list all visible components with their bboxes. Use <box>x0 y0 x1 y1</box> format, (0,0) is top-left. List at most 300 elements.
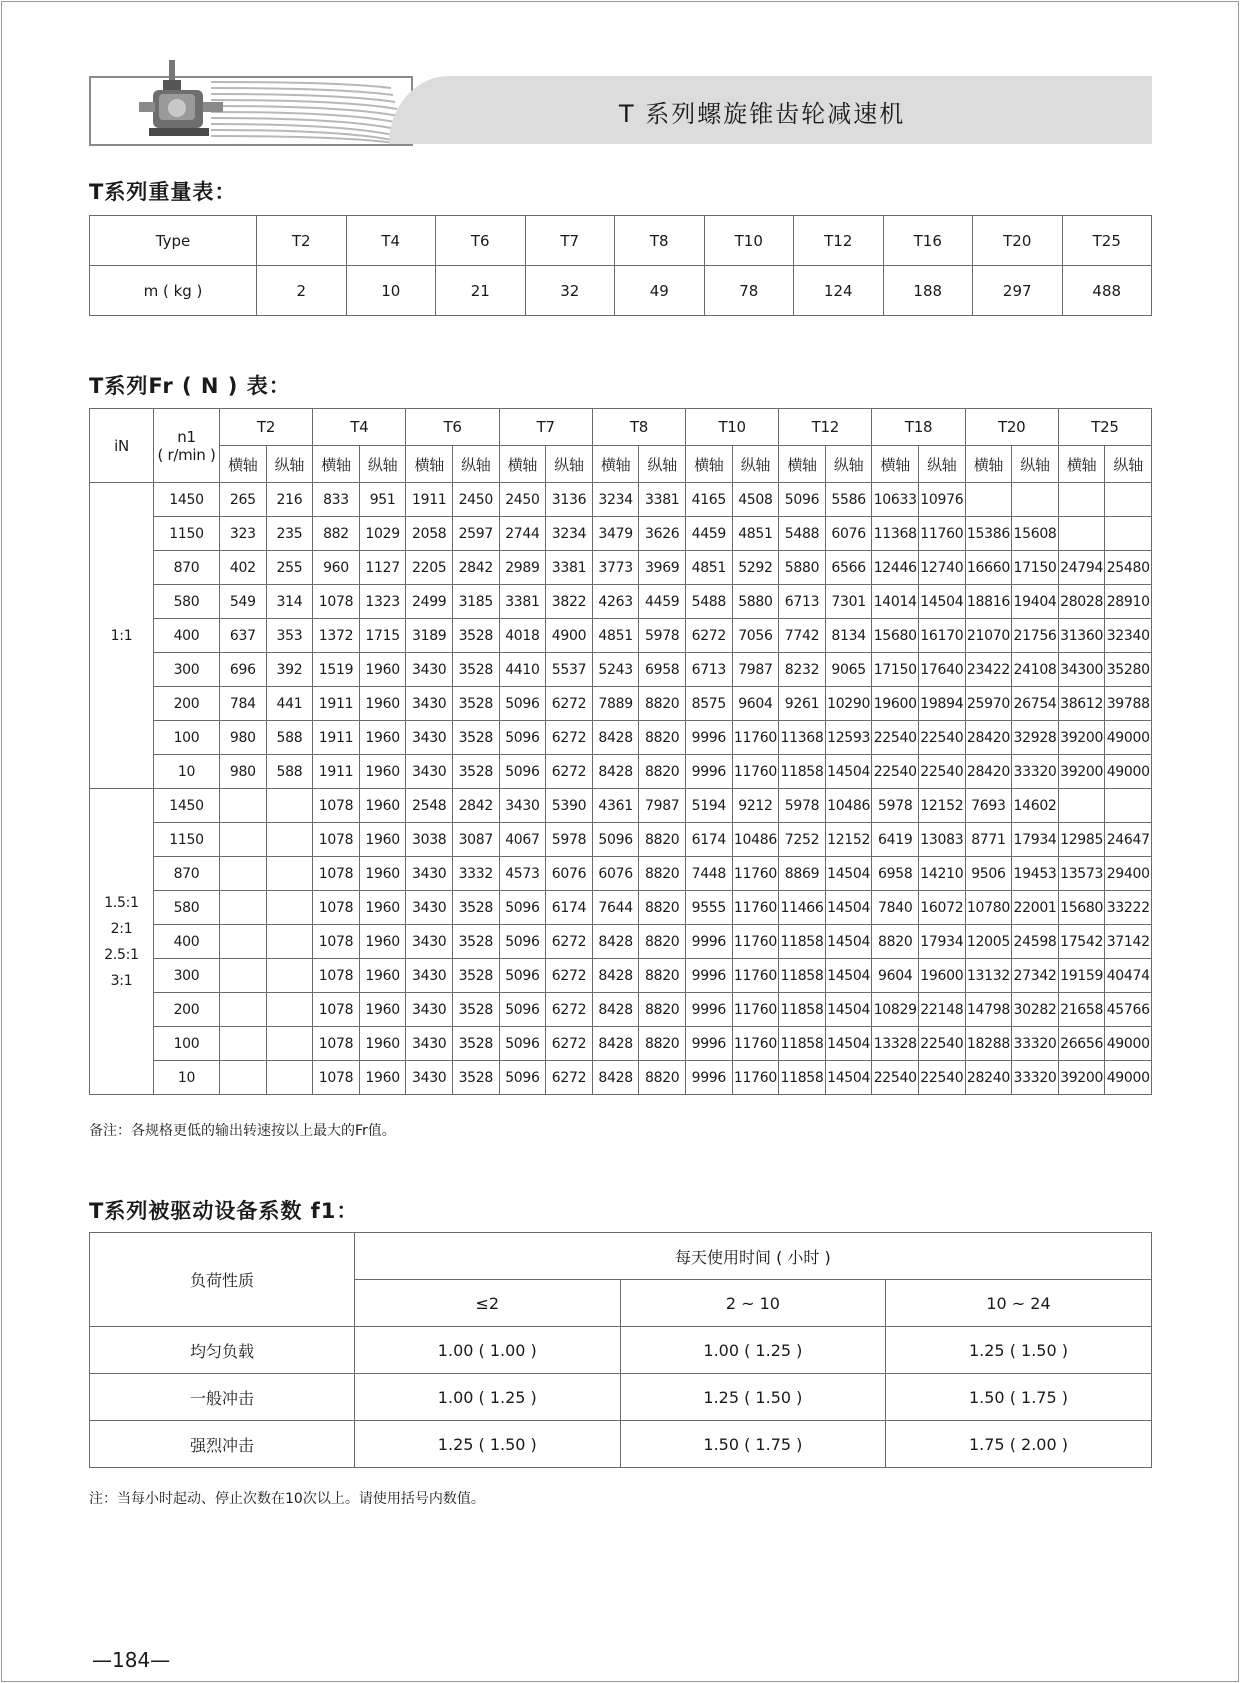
fr-value: 4361 <box>592 789 639 823</box>
in-header: iN <box>90 409 154 483</box>
fr-value: 11760 <box>732 891 779 925</box>
fr-value: 235 <box>266 517 313 551</box>
fr-value: 16170 <box>919 619 966 653</box>
fr-value <box>266 857 313 891</box>
fr-row <box>90 925 1152 959</box>
fr-type: T20 <box>965 409 1058 446</box>
fr-value: 7644 <box>592 891 639 925</box>
fr-value: 34300 <box>1058 653 1105 687</box>
fr-value: 8428 <box>592 959 639 993</box>
fr-value: 6272 <box>546 721 593 755</box>
fr-value: 5390 <box>546 789 593 823</box>
fr-value: 32340 <box>1105 619 1152 653</box>
vertical-axis-header: 纵轴 <box>732 446 779 483</box>
weight-type: T2 <box>257 216 347 266</box>
fr-value: 9212 <box>732 789 779 823</box>
horizontal-axis-header: 横轴 <box>779 446 826 483</box>
fr-value: 8820 <box>639 1027 686 1061</box>
fr-value: 441 <box>266 687 313 721</box>
fr-value: 4459 <box>639 585 686 619</box>
fr-value: 17934 <box>919 925 966 959</box>
fr-value: 14504 <box>825 857 872 891</box>
fr-value: 3381 <box>639 483 686 517</box>
fr-value: 4410 <box>499 653 546 687</box>
fr-value: 6272 <box>546 687 593 721</box>
f1-value: 1.25 ( 1.50 ) <box>886 1327 1152 1374</box>
fr-row <box>90 483 1152 517</box>
fr-value: 14504 <box>825 1027 872 1061</box>
fr-value <box>266 789 313 823</box>
fr-value: 1323 <box>359 585 406 619</box>
fr-row <box>90 687 1152 721</box>
fr-table <box>89 408 1152 1095</box>
weight-type: T6 <box>436 216 526 266</box>
fr-value: 6958 <box>639 653 686 687</box>
fr-value: 5096 <box>779 483 826 517</box>
fr-value: 5586 <box>825 483 872 517</box>
vertical-axis-header: 纵轴 <box>919 446 966 483</box>
fr-value: 8820 <box>639 1061 686 1095</box>
fr-value: 22540 <box>872 721 919 755</box>
fr-value: 6272 <box>546 755 593 789</box>
fr-value: 19894 <box>919 687 966 721</box>
fr-value: 1029 <box>359 517 406 551</box>
fr-value: 9996 <box>686 993 733 1027</box>
n1-cell: 100 <box>154 721 220 755</box>
fr-value: 3479 <box>592 517 639 551</box>
fr-value: 6713 <box>686 653 733 687</box>
fr-value <box>1105 517 1152 551</box>
header-banner <box>89 76 1152 144</box>
fr-value: 6566 <box>825 551 872 585</box>
fr-value: 5978 <box>639 619 686 653</box>
fr-value: 1960 <box>359 653 406 687</box>
n1-cell: 200 <box>154 687 220 721</box>
fr-value: 7448 <box>686 857 733 891</box>
fr-value: 22540 <box>919 721 966 755</box>
fr-value: 1078 <box>313 959 360 993</box>
fr-value: 5096 <box>499 993 546 1027</box>
fr-value: 28910 <box>1105 585 1152 619</box>
fr-value: 12446 <box>872 551 919 585</box>
fr-value: 1078 <box>313 1027 360 1061</box>
fr-type: T8 <box>592 409 685 446</box>
n1-cell: 200 <box>154 993 220 1027</box>
fr-row <box>90 823 1152 857</box>
fr-value: 4851 <box>592 619 639 653</box>
fr-value: 3528 <box>453 1061 500 1095</box>
mass-label: m ( kg ) <box>90 266 257 316</box>
fr-value: 4263 <box>592 585 639 619</box>
fr-body <box>90 483 1152 1095</box>
fr-header-row <box>90 409 1152 446</box>
fr-value: 255 <box>266 551 313 585</box>
fr-value: 3822 <box>546 585 593 619</box>
fr-value: 3430 <box>406 959 453 993</box>
load-label: 负荷性质 <box>90 1233 355 1327</box>
fr-value: 3430 <box>499 789 546 823</box>
fr-value: 3430 <box>406 993 453 1027</box>
fr-value: 22540 <box>872 1061 919 1095</box>
fr-value: 11760 <box>732 959 779 993</box>
fr-value <box>220 857 267 891</box>
fr-value: 33320 <box>1012 1027 1059 1061</box>
header-left-box <box>89 76 413 146</box>
weight-mass: 124 <box>794 266 884 316</box>
fr-value: 13328 <box>872 1027 919 1061</box>
horizontal-axis-header: 横轴 <box>872 446 919 483</box>
fr-value: 1960 <box>359 721 406 755</box>
fr-value: 24598 <box>1012 925 1059 959</box>
fr-value: 392 <box>266 653 313 687</box>
fr-value: 22540 <box>919 1027 966 1061</box>
fr-value: 33222 <box>1105 891 1152 925</box>
fr-value: 3528 <box>453 653 500 687</box>
fr-type: T2 <box>220 409 313 446</box>
fr-value: 8820 <box>872 925 919 959</box>
fr-value: 3430 <box>406 755 453 789</box>
fr-value: 2499 <box>406 585 453 619</box>
fr-value: 14602 <box>1012 789 1059 823</box>
fr-value: 3430 <box>406 721 453 755</box>
fr-value: 3528 <box>453 993 500 1027</box>
fr-row <box>90 585 1152 619</box>
fr-value <box>220 993 267 1027</box>
fr-value: 1078 <box>313 823 360 857</box>
fr-value <box>266 1027 313 1061</box>
fr-type: T4 <box>313 409 406 446</box>
fr-value: 5880 <box>732 585 779 619</box>
fr-value: 323 <box>220 517 267 551</box>
fr-value: 7742 <box>779 619 826 653</box>
fr-value: 1127 <box>359 551 406 585</box>
fr-value: 11858 <box>779 993 826 1027</box>
weight-type: T16 <box>883 216 973 266</box>
fr-value <box>266 925 313 959</box>
fr-value: 40474 <box>1105 959 1152 993</box>
fr-value: 14014 <box>872 585 919 619</box>
fr-value: 10976 <box>919 483 966 517</box>
f1-header-row <box>90 1233 1152 1280</box>
fr-value <box>1058 789 1105 823</box>
fr-value: 980 <box>220 755 267 789</box>
fr-value: 1960 <box>359 857 406 891</box>
fr-value: 1519 <box>313 653 360 687</box>
ratio-label: 2.5:1 <box>104 946 139 963</box>
fr-value: 14504 <box>825 755 872 789</box>
fr-value: 29400 <box>1105 857 1152 891</box>
fr-value: 14504 <box>919 585 966 619</box>
n1-cell: 300 <box>154 959 220 993</box>
fr-value: 12593 <box>825 721 872 755</box>
fr-value: 13573 <box>1058 857 1105 891</box>
fr-value: 11760 <box>919 517 966 551</box>
fr-value: 3969 <box>639 551 686 585</box>
fr-value: 3136 <box>546 483 593 517</box>
fr-row <box>90 993 1152 1027</box>
fr-value: 17640 <box>919 653 966 687</box>
fr-value: 11760 <box>732 1027 779 1061</box>
weight-mass: 2 <box>257 266 347 316</box>
n1-cell: 400 <box>154 619 220 653</box>
fr-value: 37142 <box>1105 925 1152 959</box>
n1-cell: 870 <box>154 551 220 585</box>
fr-value: 11858 <box>779 755 826 789</box>
fr-value: 353 <box>266 619 313 653</box>
fr-value: 3430 <box>406 687 453 721</box>
fr-value: 1911 <box>313 687 360 721</box>
fr-value: 5096 <box>499 687 546 721</box>
fr-value: 2205 <box>406 551 453 585</box>
weight-type: T7 <box>525 216 615 266</box>
ratio-label: 2:1 <box>110 920 133 937</box>
fr-value: 11368 <box>872 517 919 551</box>
fr-value: 6174 <box>686 823 733 857</box>
fr-value: 882 <box>313 517 360 551</box>
fr-value: 6419 <box>872 823 919 857</box>
fr-value: 980 <box>220 721 267 755</box>
fr-value: 3234 <box>546 517 593 551</box>
fr-value: 2548 <box>406 789 453 823</box>
n1-cell: 580 <box>154 891 220 925</box>
fr-value: 7693 <box>965 789 1012 823</box>
fr-value: 9065 <box>825 653 872 687</box>
fr-value: 6076 <box>592 857 639 891</box>
fr-value: 8820 <box>639 823 686 857</box>
fr-value: 10486 <box>732 823 779 857</box>
fr-row <box>90 857 1152 891</box>
fr-value: 5880 <box>779 551 826 585</box>
fr-value: 1960 <box>359 789 406 823</box>
vertical-axis-header: 纵轴 <box>639 446 686 483</box>
fr-type: T25 <box>1058 409 1151 446</box>
fr-value: 39200 <box>1058 1061 1105 1095</box>
horizontal-axis-header: 横轴 <box>1058 446 1105 483</box>
fr-value: 15386 <box>965 517 1012 551</box>
fr-type: T12 <box>779 409 872 446</box>
fr-value: 1960 <box>359 959 406 993</box>
fr-value: 8134 <box>825 619 872 653</box>
fr-value: 10633 <box>872 483 919 517</box>
fr-value: 5096 <box>592 823 639 857</box>
fr-value: 2744 <box>499 517 546 551</box>
fr-value: 39200 <box>1058 721 1105 755</box>
f1-row-label: 一般冲击 <box>90 1374 355 1421</box>
fr-value: 8820 <box>639 993 686 1027</box>
fr-value: 24108 <box>1012 653 1059 687</box>
fr-value <box>220 789 267 823</box>
f1-value: 1.00 ( 1.25 ) <box>355 1374 621 1421</box>
fr-value: 1960 <box>359 755 406 789</box>
fr-value: 1960 <box>359 993 406 1027</box>
fr-value: 9996 <box>686 755 733 789</box>
fr-value <box>1012 483 1059 517</box>
fr-type: T18 <box>872 409 965 446</box>
fr-value: 10290 <box>825 687 872 721</box>
n1-cell: 1450 <box>154 789 220 823</box>
fr-value: 265 <box>220 483 267 517</box>
horizontal-axis-header: 横轴 <box>499 446 546 483</box>
fr-value: 3528 <box>453 1027 500 1061</box>
fr-value: 14798 <box>965 993 1012 1027</box>
fr-value: 7987 <box>639 789 686 823</box>
fr-value: 11858 <box>779 925 826 959</box>
fr-value: 5096 <box>499 1027 546 1061</box>
fr-value: 22540 <box>872 755 919 789</box>
weight-mass: 10 <box>346 266 436 316</box>
fr-value: 5096 <box>499 721 546 755</box>
fr-value: 12152 <box>919 789 966 823</box>
ratio-cell <box>90 789 154 1095</box>
fr-value <box>266 1061 313 1095</box>
fr-value: 5978 <box>779 789 826 823</box>
fr-value: 4067 <box>499 823 546 857</box>
fr-value: 1960 <box>359 1027 406 1061</box>
fr-value: 3430 <box>406 857 453 891</box>
fr-value: 14504 <box>825 925 872 959</box>
fr-value: 4573 <box>499 857 546 891</box>
fr-value <box>266 993 313 1027</box>
fr-value: 23422 <box>965 653 1012 687</box>
fr-value: 8428 <box>592 925 639 959</box>
fr-value: 8428 <box>592 721 639 755</box>
fr-value: 9261 <box>779 687 826 721</box>
hours-col: 10 ~ 24 <box>886 1280 1152 1327</box>
vertical-axis-header: 纵轴 <box>266 446 313 483</box>
n1-cell: 1450 <box>154 483 220 517</box>
f1-value: 1.00 ( 1.25 ) <box>620 1327 886 1374</box>
weight-mass: 297 <box>973 266 1063 316</box>
fr-value: 3185 <box>453 585 500 619</box>
f1-value: 1.75 ( 2.00 ) <box>886 1421 1152 1468</box>
fr-value: 1078 <box>313 789 360 823</box>
weight-type: T8 <box>615 216 705 266</box>
fr-section-title: T系列Fr ( N ) 表： <box>89 374 291 398</box>
fr-value: 5096 <box>499 959 546 993</box>
n1-cell: 580 <box>154 585 220 619</box>
fr-value: 951 <box>359 483 406 517</box>
fr-value: 28028 <box>1058 585 1105 619</box>
vertical-axis-header: 纵轴 <box>359 446 406 483</box>
fr-value: 9996 <box>686 959 733 993</box>
fr-value: 33320 <box>1012 1061 1059 1095</box>
fr-value <box>266 959 313 993</box>
fr-value: 8820 <box>639 687 686 721</box>
ratio-label: 1.5:1 <box>104 894 139 911</box>
fr-row <box>90 1061 1152 1095</box>
fr-value <box>220 925 267 959</box>
fr-value: 3430 <box>406 1061 453 1095</box>
fr-value: 14504 <box>825 993 872 1027</box>
fr-value: 19600 <box>872 687 919 721</box>
hours-col: ≤2 <box>355 1280 621 1327</box>
weight-type: T10 <box>704 216 794 266</box>
fr-value <box>266 891 313 925</box>
fr-value: 33320 <box>1012 755 1059 789</box>
weight-mass: 21 <box>436 266 526 316</box>
n1-cell: 870 <box>154 857 220 891</box>
fr-value: 6713 <box>779 585 826 619</box>
fr-value: 7840 <box>872 891 919 925</box>
ratio-label: 3:1 <box>110 972 133 989</box>
f1-value: 1.25 ( 1.50 ) <box>620 1374 886 1421</box>
fr-value: 11760 <box>732 857 779 891</box>
fr-value: 216 <box>266 483 313 517</box>
fr-value: 11760 <box>732 721 779 755</box>
horizontal-axis-header: 横轴 <box>313 446 360 483</box>
fr-value: 2989 <box>499 551 546 585</box>
fr-value <box>220 891 267 925</box>
fr-value: 17542 <box>1058 925 1105 959</box>
fr-value: 6272 <box>546 1027 593 1061</box>
fr-value: 18816 <box>965 585 1012 619</box>
fr-row <box>90 891 1152 925</box>
fr-value: 8820 <box>639 721 686 755</box>
f1-table <box>89 1232 1152 1468</box>
fr-value: 9996 <box>686 1027 733 1061</box>
fr-value: 14504 <box>825 1061 872 1095</box>
fr-value: 5292 <box>732 551 779 585</box>
fr-value <box>220 823 267 857</box>
fr-value: 2842 <box>453 789 500 823</box>
fr-value: 4851 <box>732 517 779 551</box>
f1-row <box>90 1421 1152 1468</box>
n1-cell: 10 <box>154 755 220 789</box>
fr-value: 1911 <box>406 483 453 517</box>
fr-value: 2450 <box>453 483 500 517</box>
type-label: Type <box>90 216 257 266</box>
gearbox-icon <box>139 58 229 144</box>
n1-unit: ( r/min ) <box>157 445 216 464</box>
fr-value: 1078 <box>313 993 360 1027</box>
weight-type: T12 <box>794 216 884 266</box>
fr-value: 30282 <box>1012 993 1059 1027</box>
weight-mass: 78 <box>704 266 794 316</box>
fr-type: T6 <box>406 409 499 446</box>
fr-value: 2842 <box>453 551 500 585</box>
fr-value: 35280 <box>1105 653 1152 687</box>
fr-value: 49000 <box>1105 755 1152 789</box>
fr-value: 11760 <box>732 755 779 789</box>
fr-value: 6076 <box>825 517 872 551</box>
fr-value: 11858 <box>779 959 826 993</box>
weight-type: T4 <box>346 216 436 266</box>
fr-row <box>90 789 1152 823</box>
fr-row <box>90 755 1152 789</box>
fr-value: 5537 <box>546 653 593 687</box>
fr-value: 11368 <box>779 721 826 755</box>
fr-value: 5488 <box>779 517 826 551</box>
fr-value: 4508 <box>732 483 779 517</box>
fr-value: 13083 <box>919 823 966 857</box>
fr-value: 3234 <box>592 483 639 517</box>
n1-cell: 1150 <box>154 517 220 551</box>
fr-value: 26754 <box>1012 687 1059 721</box>
fr-value: 8428 <box>592 1027 639 1061</box>
fr-value: 27342 <box>1012 959 1059 993</box>
fr-value: 13132 <box>965 959 1012 993</box>
f1-value: 1.50 ( 1.75 ) <box>886 1374 1152 1421</box>
fr-value: 21756 <box>1012 619 1059 653</box>
weight-type-row <box>90 216 1152 266</box>
fr-value: 26656 <box>1058 1027 1105 1061</box>
fr-value: 38612 <box>1058 687 1105 721</box>
fr-value: 9996 <box>686 721 733 755</box>
vertical-axis-header: 纵轴 <box>453 446 500 483</box>
fr-value: 16072 <box>919 891 966 925</box>
fr-value: 1960 <box>359 1061 406 1095</box>
fr-value <box>220 1061 267 1095</box>
